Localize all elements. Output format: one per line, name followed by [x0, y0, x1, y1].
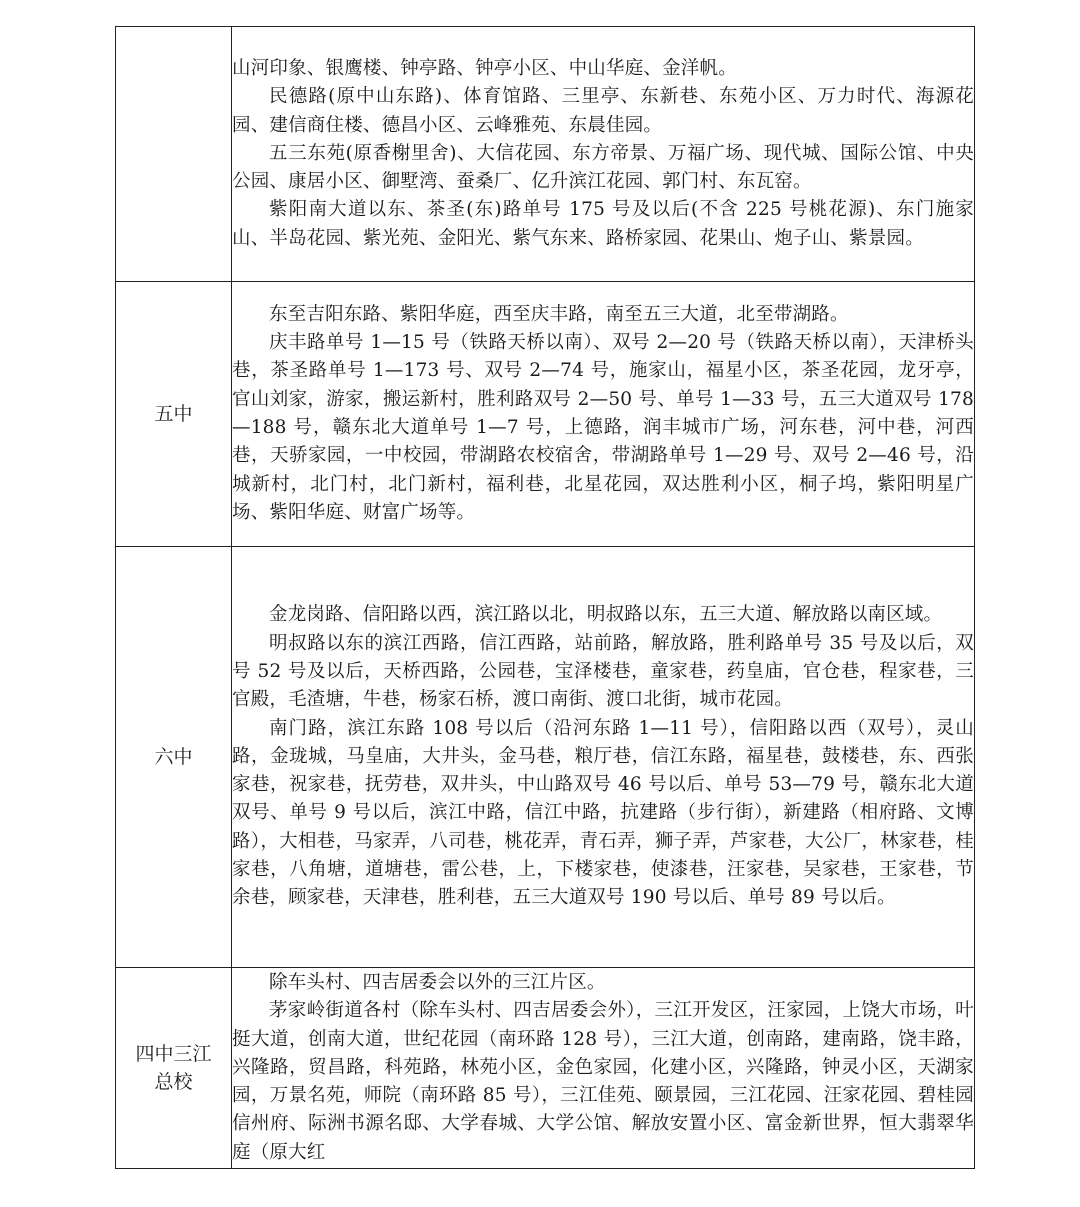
school-name: 六中 — [154, 746, 193, 768]
table-row — [116, 968, 975, 1169]
area-paragraph: 庆丰路单号 1—15 号（铁路天桥以南）、双号 2—20 号（铁路天桥以南），天津桥头巷，茶圣路单号 1—173 号、双号 2—74 号，施家山，福星小区，茶圣花园，龙牙亭，官山刘家，游家，搬运新村，胜利路双号 2—50 号、单号 1—33 号，五三大道双号 178—188 号，赣东北大道单号 1—7 号，上德路，润丰城市广场，河东巷，河中巷，河西巷，天骄家园，一中校园，带湖路农校宿舍，带湖路单号 1—29 号、双号 2—46 号，沿城新村，北门村，北门新村，福利巷，北星花园，双达胜利小区，桐子坞，紫阳明星广场、紫阳华庭、财富广场等。 — [232, 332, 974, 523]
school-name-cell — [116, 968, 232, 1169]
area-paragraph: 民德路(原中山东路)、体育馆路、三里亭、东新巷、东苑小区、万力时代、海源花园、建信商住楼、德昌小区、云峰雅苑、东晨佳园。 — [232, 86, 974, 136]
school-name-cell — [116, 27, 232, 282]
area-cell — [232, 547, 975, 968]
area-paragraph: 明叔路以东的滨江西路，信江西路，站前路，解放路，胜利路单号 35 号及以后，双号 52 号及以后，天桥西路，公园巷，宝泽楼巷，童家巷，药皇庙，官仓巷，程家巷，三官殿，毛渣塘，牛巷，杨家石桥，渡口南街、渡口北街，城市花园。 — [232, 632, 974, 711]
area-paragraph: 紫阳南大道以东、茶圣(东)路单号 175 号及以后(不含 225 号桃花源)、东门施家山、半岛花园、紫光苑、金阳光、紫气东来、路桥家园、花果山、炮子山、紫景园。 — [232, 199, 974, 249]
area-paragraph: 茅家岭街道各村（除车头村、四吉居委会外），三江开发区，汪家园，上饶大市场，叶挺大道，创南大道，世纪花园（南环路 128 号），三江大道，创南路，建南路，饶丰路，兴隆路，贸昌路，科苑路，林苑小区，金色家园，化建小区，兴隆路，钟灵小区，天湖家园，万景名苑，师院（南环路 85 号），三江佳苑、颐景园，三江花园、汪家花园、碧桂园信州府、际洲书源名邸、大学春城、大学公馆、解放安置小区、富金新世界，恒大翡翠华庭（原大红 — [232, 1000, 974, 1163]
area-paragraph: 东至吉阳东路、紫阳华庭，西至庆丰路，南至五三大道，北至带湖路。 — [269, 303, 849, 325]
area-cell — [232, 968, 975, 1169]
school-zone-table — [115, 26, 975, 1169]
school-name: 五中 — [154, 403, 193, 425]
area-paragraph: 五三东苑(原香榭里舍)、大信花园、东方帝景、万福广场、现代城、国际公馆、中央公园、康居小区、御墅湾、蚕桑厂、亿升滨江花园、郭门村、东瓦窑。 — [232, 142, 974, 193]
school-name-cell — [116, 282, 232, 547]
area-paragraph: 南门路，滨江东路 108 号以后（沿河东路 1—11 号），信阳路以西（双号），灵山路，金珑城，马皇庙，大井头，金马巷，粮厅巷，信江东路，福星巷，鼓楼巷，东、西张家巷，祝家巷，抚劳巷，双井头，中山路双号 46 号以后、单号 53—79 号，赣东北大道双号、单号 9 号以后，滨江中路，信江中路，抗建路（步行街），新建路（相府路、文博路），大相巷，马家弄，八司巷，桃花弄，青石弄，狮子弄，芦家巷，大公厂，林家巷，桂家巷，八角塘，道塘巷，雷公巷，上，下楼家巷，使漆巷，汪家巷，吴家巷，王家巷，节余巷，顾家巷，天津巷，胜利巷，五三大道双号 190 号以后、单号 89 号以后。 — [232, 717, 974, 909]
school-name-line: 总校 — [154, 1071, 193, 1093]
area-cell — [232, 282, 975, 547]
area-paragraph: 金龙岗路、信阳路以西，滨江路以北，明叔路以东，五三大道、解放路以南区域。 — [269, 604, 943, 626]
school-name-line: 四中三江 — [135, 1043, 212, 1065]
table-row — [116, 282, 975, 547]
area-cell — [232, 27, 975, 282]
area-paragraph: 山河印象、银鹰楼、钟亭路、钟亭小区、中山华庭、金洋帆。 — [232, 57, 737, 79]
table-row — [116, 547, 975, 968]
area-paragraph: 除车头村、四吉居委会以外的三江片区。 — [269, 971, 606, 993]
school-name-cell — [116, 547, 232, 968]
table-row — [116, 27, 975, 282]
